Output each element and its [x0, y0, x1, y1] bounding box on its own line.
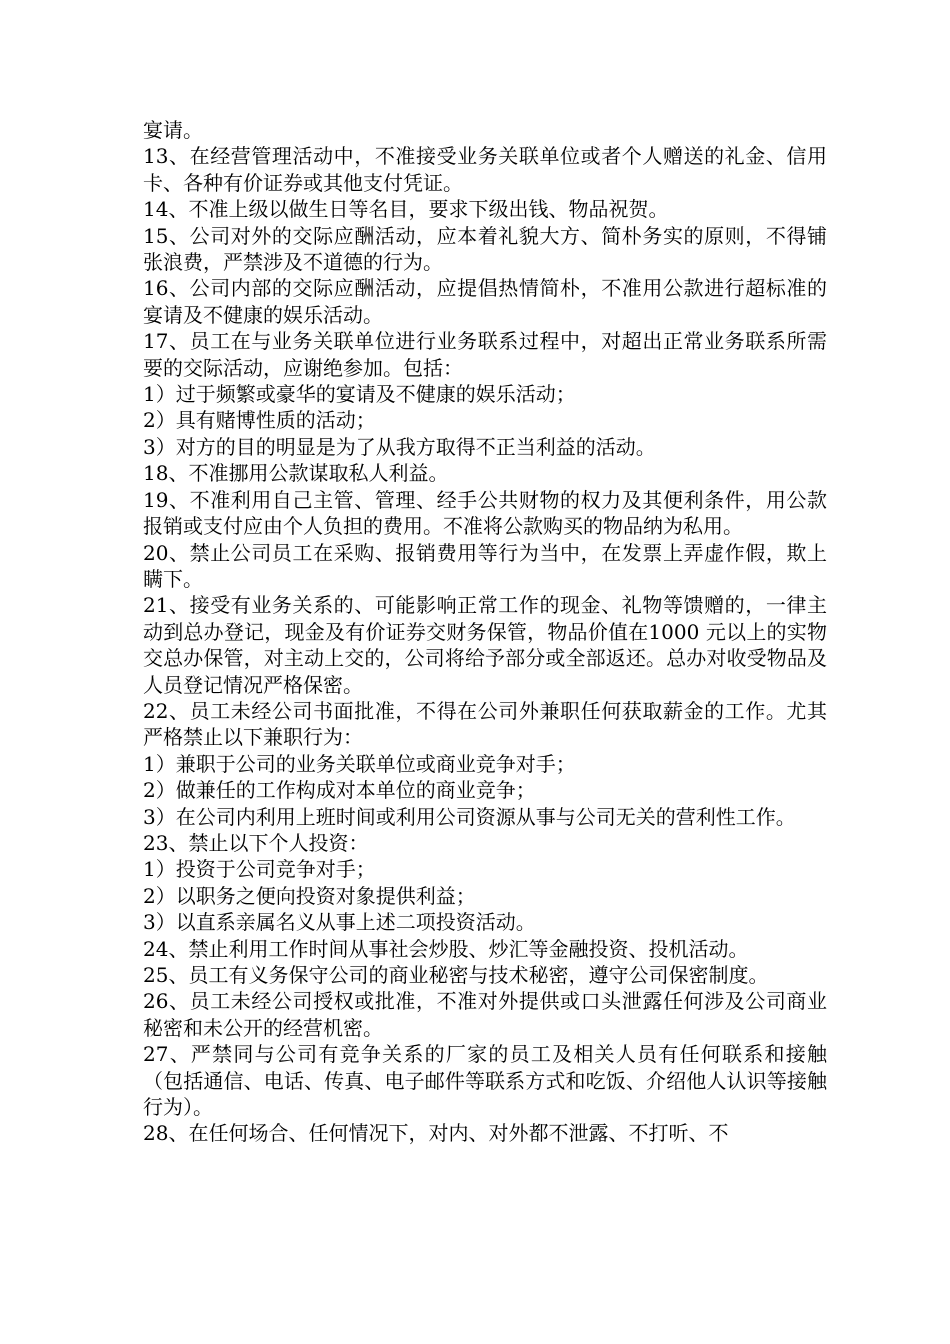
- rule-16: 16、公司内部的交际应酬活动，应提倡热情简朴，不准用公款进行超标准的宴请及不健康的娱乐活动。: [143, 276, 827, 327]
- rule-22: 22、员工未经公司书面批准，不得在公司外兼职任何获取薪金的工作。尤其严格禁止以下兼职行为：: [143, 698, 827, 750]
- document-page: [143, 117, 827, 1147]
- rule-14: 14、不准上级以做生日等名目，要求下级出钱、物品祝贺。: [143, 197, 669, 222]
- rule-24: 24、禁止利用工作时间从事社会炒股、炒汇等金融投资、投机活动。: [143, 936, 749, 961]
- rule-23-item-1: 1）投资于公司竞争对手；: [143, 857, 376, 882]
- rule-27: 27、严禁同与公司有竞争关系的厂家的员工及相关人员有任何联系和接触（包括通信、电话、传真、电子邮件等联系方式和吃饭、介绍他人认识等接触行为）。: [143, 1042, 827, 1120]
- rule-20: 20、禁止公司员工在采购、报销费用等行为当中，在发票上弄虚作假，欺上瞒下。: [143, 540, 827, 591]
- rule-17: 17、员工在与业务关联单位进行业务联系过程中，对超出正常业务联系所需要的交际活动，应谢绝参加。包括：: [143, 329, 827, 380]
- rule-25: 25、员工有义务保守公司的商业秘密与技术秘密，遵守公司保密制度。: [143, 963, 769, 987]
- rule-15: 15、公司对外的交际应酬活动，应本着礼貌大方、简朴务实的原则，不得铺张浪费，严禁涉及不道德的行为。: [143, 223, 827, 275]
- rule-22-item-3: 3）在公司内利用上班时间或利用公司资源从事与公司无关的营利性工作。: [143, 804, 796, 829]
- rule-13: 13、在经营管理活动中，不准接受业务关联单位或者个人赠送的礼金、信用卡、各种有价证券或其他支付凭证。: [143, 144, 827, 195]
- rule-22-item-2: 2）做兼任的工作构成对本单位的商业竞争；: [143, 778, 536, 803]
- rule-23-item-2: 2）以职务之便向投资对象提供利益；: [143, 883, 476, 908]
- rule-17-item-1: 1）过于频繁或豪华的宴请及不健康的娱乐活动；: [143, 382, 576, 407]
- rule-23: 23、禁止以下个人投资：: [143, 830, 369, 855]
- rule-17-item-2: 2）具有赌博性质的活动；: [143, 408, 376, 433]
- rule-26: 26、员工未经公司授权或批准，不准对外提供或口头泄露任何涉及公司商业秘密和未公开的经营机密。: [143, 989, 827, 1040]
- rule-18: 18、不准挪用公款谋取私人利益。: [143, 461, 449, 486]
- rule-28: 28、在任何场合、任何情况下，对内、对外都不泄露、不打听、不: [143, 1121, 729, 1146]
- paragraph-banquet-end: 宴请。: [143, 118, 203, 142]
- rule-19: 19、不准利用自己主管、管理、经手公共财物的权力及其便利条件，用公款报销或支付应由个人负担的费用。不准将公款购买的物品纳为私用。: [143, 487, 827, 539]
- rule-22-item-1: 1）兼职于公司的业务关联单位或商业竞争对手；: [143, 751, 576, 776]
- rule-23-item-3: 3）以直系亲属名义从事上述二项投资活动。: [143, 910, 536, 935]
- rule-17-item-3: 3）对方的目的明显是为了从我方取得不正当利益的活动。: [143, 434, 656, 459]
- rule-21: 21、接受有业务关系的、可能影响正常工作的现金、礼物等馈赠的，一律主动到总办登记，现金及有价证券交财务保管，物品价值在1000 元以上的实物交总办保管，对主动上交的，公司将给予部分或全部返还。总办对收受物品及人员登记情况严格保密。: [143, 593, 827, 697]
